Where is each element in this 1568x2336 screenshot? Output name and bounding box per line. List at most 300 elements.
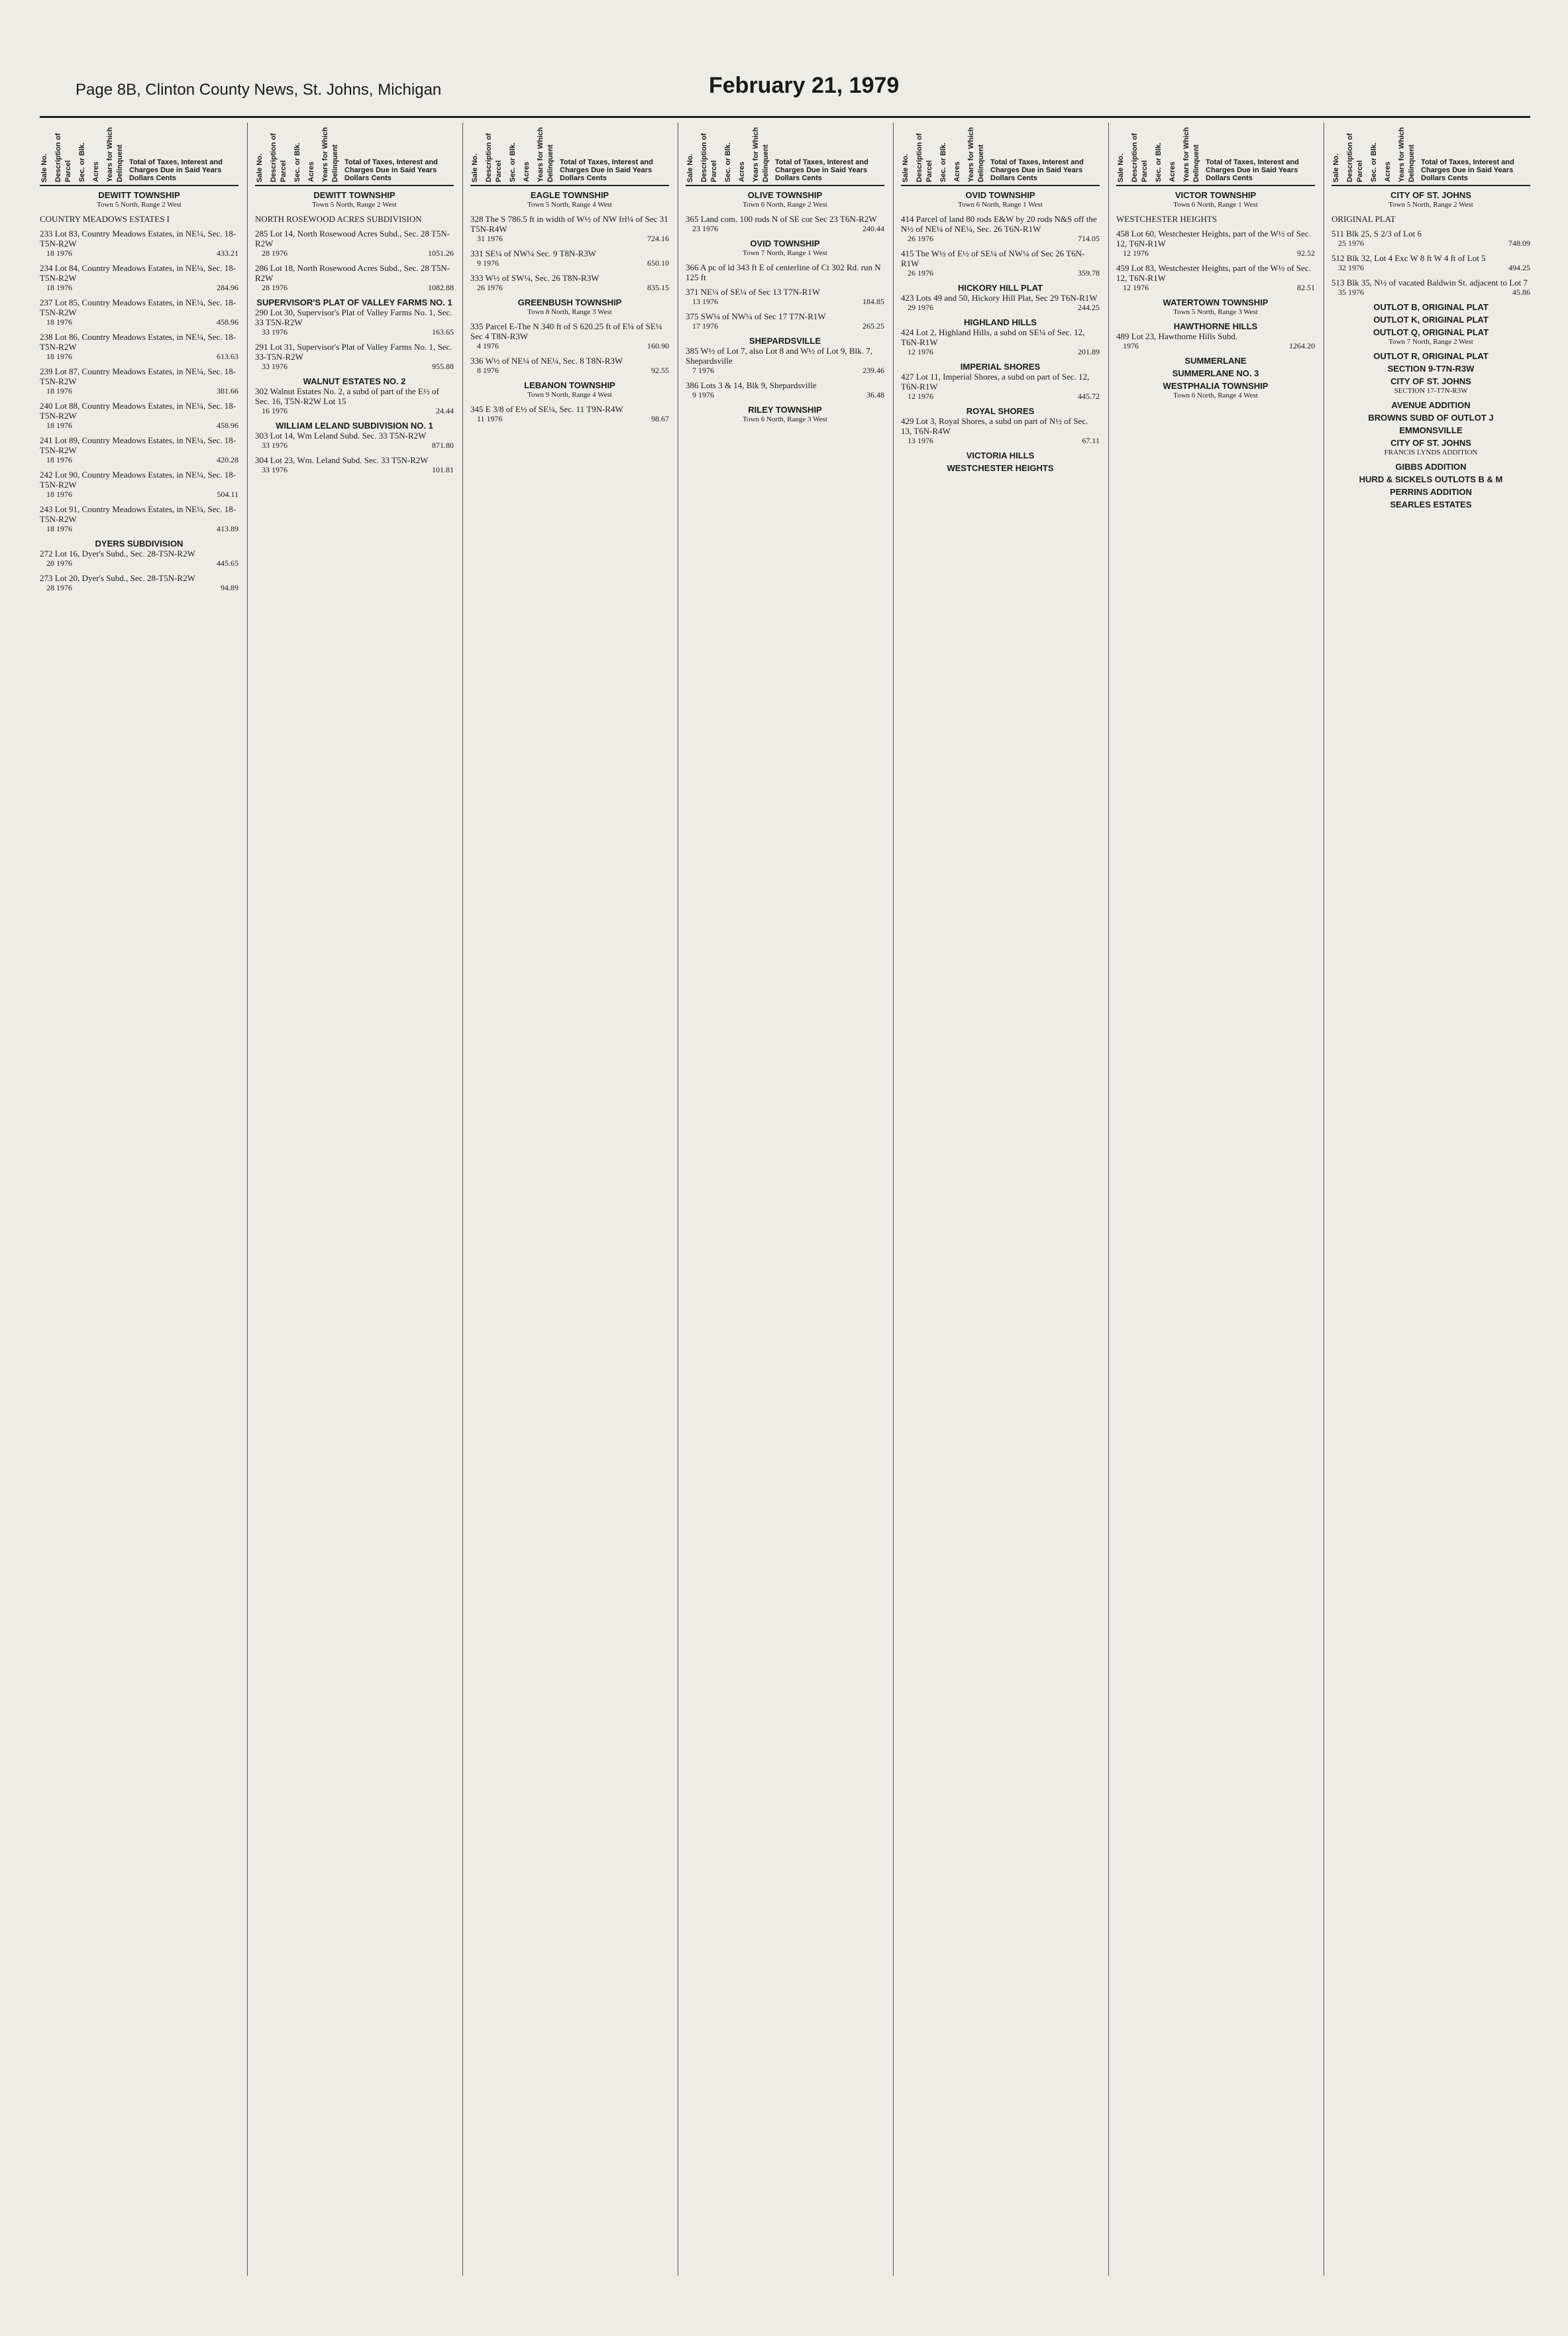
parcel-description: 303 Lot 14, Wm Leland Subd. Sec. 33 T5N-R2W (255, 431, 427, 441)
column-headings (901, 123, 1100, 186)
parcel-entry (255, 214, 454, 224)
section-subtitle: FRANCIS LYNDS ADDITION (1384, 449, 1478, 456)
section-subtitle: Town 5 North, Range 2 West (1388, 201, 1473, 209)
parcel-description: 335 Parcel E-The N 340 ft of S 620.25 ft of E¼ of SE¼ Sec 4 T8N-R3W (470, 321, 662, 341)
column-divider (1108, 123, 1109, 2276)
parcel-section-year: 17 1976 (692, 321, 718, 331)
parcel-section-year: 26 1976 (908, 268, 933, 278)
parcel-description: 458 Lot 60, Westchester Heights, part of the W½ of Sec. 12, T6N-R1W (1116, 229, 1311, 248)
parcel-section-year: 26 1976 (908, 234, 933, 243)
parcel-total-due: 1264.20 (1289, 341, 1315, 350)
parcel-description: 459 Lot 83, Westchester Heights, part of the W½ of Sec. 12, T6N-R1W (1116, 263, 1311, 283)
section-title: OUTLOT R, ORIGINAL PLAT (1373, 351, 1489, 361)
parcel-description: 386 Lots 3 & 14, Blk 9, Shepardsville (686, 380, 817, 390)
section-title: OLIVE TOWNSHIP (747, 190, 823, 200)
parcel-total-due: 184.85 (862, 297, 884, 306)
parcel-entry (686, 346, 884, 376)
column-headings (1332, 123, 1530, 186)
parcel-amount-row (255, 248, 454, 258)
parcel-description: NORTH ROSEWOOD ACRES SUBDIVISION (255, 214, 422, 224)
column-headings (686, 123, 884, 186)
heading-acres: Acres (92, 162, 100, 182)
parcel-entry (470, 321, 669, 351)
parcel-section-year: 28 1976 (262, 283, 287, 292)
section-title: CITY OF ST. JOHNS (1390, 438, 1471, 448)
section-title: HICKORY HILL PLAT (957, 283, 1043, 293)
parcel-amount-row (470, 366, 669, 376)
parcel-section-year: 28 1976 (46, 558, 72, 568)
heading-years: Years for Which Delinquent (106, 127, 124, 182)
parcel-description: WESTCHESTER HEIGHTS (1116, 214, 1218, 224)
parcel-section-year: 12 1976 (908, 392, 933, 401)
parcel-amount-row (255, 362, 454, 372)
parcel-amount-row (255, 465, 454, 475)
heading-sale-no: Sale No. (1332, 153, 1340, 182)
heading-acres: Acres (307, 162, 315, 182)
parcel-section-year: 28 1976 (46, 583, 72, 592)
parcel-entry (1116, 331, 1315, 351)
parcel-entry (901, 327, 1100, 357)
parcel-section-year: 9 1976 (477, 258, 499, 268)
parcel-amount-row (40, 317, 238, 327)
parcel-entry (1332, 253, 1530, 273)
parcel-section-year: 12 1976 (1123, 283, 1149, 292)
section-title: VICTORIA HILLS (966, 451, 1035, 460)
section-subtitle: Town 5 North, Range 2 West (97, 201, 182, 209)
parcel-description: 414 Parcel of land 80 rods E&W by 20 rods N&S off the N½ of NE¼ of NE¼, Sec. 26 T6N-R1W (901, 214, 1097, 234)
parcel-description: 328 The S 786.5 ft in width of W½ of NW frl¼ of Sec 31 T5N-R4W (470, 214, 668, 234)
section-title: HURD & SICKELS OUTLOTS B & M (1359, 474, 1503, 484)
parcel-entry (470, 214, 669, 244)
parcel-description: 366 A pc of ld 343 ft E of centerline of Ct 302 Rd. run N 125 ft (686, 262, 881, 282)
parcel-description: 336 W½ of NE¼ of NE¼, Sec. 8 T8N-R3W (470, 356, 623, 366)
parcel-amount-row (1116, 248, 1315, 258)
section-title: OUTLOT K, ORIGINAL PLAT (1373, 315, 1489, 325)
heading-section: Sec. or Blk. (1155, 142, 1163, 182)
parcel-entry (255, 342, 454, 372)
section-title: SEARLES ESTATES (1390, 500, 1472, 509)
section-title: SECTION 9-T7N-R3W (1387, 364, 1475, 374)
heading-years: Years for Which Delinquent (752, 127, 770, 182)
parcel-amount-row (40, 248, 238, 258)
parcel-entry (901, 416, 1100, 446)
parcel-amount-row (1332, 263, 1530, 273)
parcel-amount-row (686, 366, 884, 376)
heading-acres: Acres (738, 162, 746, 182)
parcel-section-year: 9 1976 (692, 390, 714, 399)
column-5 (901, 123, 1100, 2276)
parcel-description: 513 Blk 35, N½ of vacated Baldwin St. adjacent to Lot 7 (1332, 278, 1528, 288)
parcel-entry (40, 470, 238, 500)
parcel-section-year: 33 1976 (262, 362, 287, 371)
parcel-amount-row (470, 234, 669, 244)
parcel-entry (686, 214, 884, 234)
section-title: AVENUE ADDITION (1391, 400, 1471, 410)
column-headings (1116, 123, 1315, 186)
section-title: SUMMERLANE (1184, 356, 1247, 366)
parcel-amount-row (901, 234, 1100, 244)
parcel-description: 375 SW¼ of NW¼ of Sec 17 T7N-R1W (686, 311, 826, 321)
heading-section: Sec. or Blk. (724, 142, 732, 182)
parcel-total-due: 240.44 (862, 224, 884, 233)
parcel-entry (255, 431, 454, 451)
column-headings (40, 123, 238, 186)
parcel-description: COUNTRY MEADOWS ESTATES I (40, 214, 170, 224)
parcel-total-due: 92.52 (1297, 248, 1315, 258)
section-title: VICTOR TOWNSHIP (1175, 190, 1257, 200)
legal-notice-columns (40, 123, 1530, 2276)
parcel-total-due: 458.96 (217, 421, 238, 430)
parcel-description: 239 Lot 87, Country Meadows Estates, in NE¼, Sec. 18-T5N-R2W (40, 366, 236, 386)
parcel-entry (901, 372, 1100, 401)
parcel-description: 371 NE¼ of SE¼ of Sec 13 T7N-R1W (686, 287, 821, 297)
parcel-section-year: 11 1976 (477, 414, 503, 423)
section-title: OVID TOWNSHIP (750, 239, 820, 248)
parcel-entry (686, 262, 884, 282)
heading-section: Sec. or Blk. (293, 142, 301, 182)
parcel-amount-row (40, 524, 238, 534)
section-title: DEWITT TOWNSHIP (98, 190, 180, 200)
parcel-section-year: 8 1976 (477, 366, 499, 375)
parcel-total-due: 24.44 (436, 406, 454, 415)
parcel-description: 290 Lot 30, Supervisor's Plat of Valley Farms No. 1, Sec. 33 T5N-R2W (255, 307, 452, 327)
parcel-section-year: 25 1976 (1338, 239, 1364, 248)
section-title: PERRINS ADDITION (1390, 487, 1472, 497)
parcel-amount-row (40, 558, 238, 568)
parcel-entry (40, 435, 238, 465)
parcel-entry (255, 263, 454, 293)
parcel-amount-row (901, 268, 1100, 278)
section-title: WATERTOWN TOWNSHIP (1163, 297, 1269, 307)
heading-total: Total of Taxes, Interest and Charges Due in Said Years Dollars Cents (129, 158, 223, 182)
parcel-section-year: 33 1976 (262, 465, 287, 474)
parcel-entry (40, 263, 238, 293)
parcel-section-year: 31 1976 (477, 234, 503, 243)
parcel-section-year: 18 1976 (46, 248, 72, 258)
parcel-amount-row (1332, 239, 1530, 248)
parcel-amount-row (686, 224, 884, 234)
heading-description: Description of Parcel (1346, 133, 1364, 182)
section-title: HIGHLAND HILLS (964, 317, 1037, 327)
parcel-total-due: 613.63 (217, 352, 238, 361)
heading-years: Years for Which Delinquent (321, 127, 339, 182)
parcel-total-due: 98.67 (651, 414, 669, 423)
column-3 (470, 123, 669, 2276)
parcel-section-year: 13 1976 (908, 436, 933, 445)
parcel-amount-row (901, 436, 1100, 446)
parcel-total-due: 433.21 (217, 248, 238, 258)
parcel-amount-row (901, 303, 1100, 313)
parcel-total-due: 504.11 (217, 490, 238, 499)
parcel-description: 333 W½ of SW¼, Sec. 26 T8N-R3W (470, 273, 600, 283)
parcel-entry (686, 380, 884, 400)
parcel-total-due: 650.10 (647, 258, 669, 268)
parcel-section-year: 32 1976 (1338, 263, 1364, 272)
parcel-entry (1116, 263, 1315, 293)
parcel-entry (1332, 278, 1530, 297)
column-2 (255, 123, 454, 2276)
parcel-amount-row (40, 283, 238, 293)
parcel-section-year: 7 1976 (692, 366, 714, 375)
section-title: IMPERIAL SHORES (960, 362, 1041, 372)
heading-years: Years for Which Delinquent (1182, 127, 1200, 182)
heading-sale-no: Sale No. (471, 153, 479, 182)
parcel-entry (40, 332, 238, 362)
parcel-entry (901, 293, 1100, 313)
section-title: SHEPARDSVILLE (749, 336, 821, 346)
heading-section: Sec. or Blk. (509, 142, 517, 182)
parcel-section-year: 18 1976 (46, 386, 72, 396)
parcel-section-year: 18 1976 (46, 421, 72, 430)
parcel-total-due: 714.05 (1078, 234, 1100, 243)
parcel-total-due: 36.48 (866, 390, 884, 399)
parcel-entry (40, 573, 238, 593)
parcel-description: 489 Lot 23, Hawthorne Hills Subd. (1116, 331, 1238, 341)
parcel-entry (40, 401, 238, 431)
parcel-description: 365 Land com. 100 rods N of SE cor Sec 23 T6N-R2W (686, 214, 877, 224)
heading-total: Total of Taxes, Interest and Charges Due in Said Years Dollars Cents (775, 158, 868, 182)
parcel-amount-row (255, 441, 454, 451)
parcel-total-due: 82.51 (1297, 283, 1315, 292)
parcel-section-year: 13 1976 (692, 297, 718, 306)
parcel-description: 237 Lot 85, Country Meadows Estates, in NE¼, Sec. 18-T5N-R2W (40, 297, 236, 317)
heading-section: Sec. or Blk. (78, 142, 86, 182)
section-title: ROYAL SHORES (966, 406, 1035, 416)
parcel-description: 234 Lot 84, Country Meadows Estates, in NE¼, Sec. 18-T5N-R2W (40, 263, 236, 283)
section-subtitle: Town 6 North, Range 1 West (958, 201, 1043, 209)
section-title: EAGLE TOWNSHIP (530, 190, 609, 200)
section-title: SUMMERLANE NO. 3 (1172, 368, 1259, 378)
parcel-total-due: 94.89 (221, 583, 238, 592)
parcel-amount-row (686, 390, 884, 400)
parcel-entry (255, 455, 454, 475)
parcel-amount-row (1332, 288, 1530, 297)
parcel-total-due: 955.88 (432, 362, 454, 371)
column-1 (40, 123, 238, 2276)
parcel-amount-row (1116, 341, 1315, 351)
parcel-description: 512 Blk 32, Lot 4 Exc W 8 ft W 4 ft of Lot 5 (1332, 253, 1486, 263)
column-divider (247, 123, 248, 2276)
parcel-entry (470, 273, 669, 293)
parcel-amount-row (255, 283, 454, 293)
heading-sale-no: Sale No. (1117, 153, 1125, 182)
parcel-description: 427 Lot 11, Imperial Shores, a subd on part of Sec. 12, T6N-R1W (901, 372, 1090, 392)
parcel-description: 243 Lot 91, Country Meadows Estates, in NE¼, Sec. 18-T5N-R2W (40, 504, 236, 524)
parcel-section-year: 33 1976 (262, 441, 287, 450)
heading-description: Description of Parcel (270, 133, 287, 182)
parcel-section-year: 33 1976 (262, 327, 287, 337)
column-4 (686, 123, 884, 2276)
section-title: OUTLOT B, ORIGINAL PLAT (1373, 302, 1489, 312)
section-subtitle: SECTION 17-T7N-R3W (1394, 387, 1468, 395)
heading-description: Description of Parcel (915, 133, 933, 182)
column-divider (462, 123, 463, 2276)
heading-total: Total of Taxes, Interest and Charges Due in Said Years Dollars Cents (990, 158, 1084, 182)
parcel-amount-row (40, 386, 238, 396)
heading-years: Years for Which Delinquent (537, 127, 554, 182)
parcel-description: 286 Lot 18, North Rosewood Acres Subd., Sec. 28 T5N-R2W (255, 263, 450, 283)
parcel-entry (40, 504, 238, 534)
section-title: HAWTHORNE HILLS (1173, 321, 1258, 331)
parcel-section-year: 16 1976 (262, 406, 287, 415)
parcel-amount-row (1116, 283, 1315, 293)
parcel-total-due: 244.25 (1078, 303, 1100, 312)
heading-sale-no: Sale No. (256, 153, 264, 182)
parcel-amount-row (255, 327, 454, 337)
section-title: OVID TOWNSHIP (965, 190, 1035, 200)
section-title: CITY OF ST. JOHNS (1390, 376, 1471, 386)
heading-acres: Acres (1169, 162, 1176, 182)
parcel-total-due: 724.16 (647, 234, 669, 243)
parcel-entry (470, 404, 669, 424)
parcel-total-due: 265.25 (862, 321, 884, 331)
parcel-total-due: 458.96 (217, 317, 238, 327)
section-title: SUPERVISOR'S PLAT OF VALLEY FARMS NO. 1 (256, 297, 452, 307)
section-title: WILLIAM LELAND SUBDIVISION NO. 1 (276, 421, 433, 431)
parcel-entry (255, 229, 454, 258)
section-subtitle: Town 6 North, Range 2 West (743, 201, 827, 209)
parcel-total-due: 45.86 (1512, 288, 1530, 297)
parcel-total-due: 163.65 (432, 327, 454, 337)
parcel-description: 302 Walnut Estates No. 2, a subd of part of the E½ of Sec. 16, T5N-R2W Lot 15 (255, 386, 439, 406)
parcel-entry (1332, 214, 1530, 224)
parcel-amount-row (40, 421, 238, 431)
column-7 (1332, 123, 1530, 2276)
parcel-section-year: 12 1976 (908, 347, 933, 356)
section-subtitle: Town 6 North, Range 4 West (1173, 392, 1258, 399)
parcel-total-due: 748.09 (1508, 239, 1530, 248)
heading-total: Total of Taxes, Interest and Charges Due in Said Years Dollars Cents (560, 158, 653, 182)
parcel-description: 238 Lot 86, Country Meadows Estates, in NE¼, Sec. 18-T5N-R2W (40, 332, 236, 352)
parcel-section-year: 18 1976 (46, 352, 72, 361)
parcel-entry (1332, 229, 1530, 248)
parcel-description: 345 E 3/8 of E½ of SE¼, Sec. 11 T9N-R4W (470, 404, 623, 414)
parcel-description: 423 Lots 49 and 50, Hickory Hill Plat, Sec 29 T6N-R1W (901, 293, 1098, 303)
parcel-section-year: 18 1976 (46, 455, 72, 464)
parcel-section-year: 18 1976 (46, 283, 72, 292)
parcel-entry (1116, 229, 1315, 258)
parcel-amount-row (255, 406, 454, 416)
header-rule (40, 116, 1530, 118)
parcel-entry (686, 287, 884, 307)
parcel-amount-row (470, 258, 669, 268)
section-title: RILEY TOWNSHIP (748, 405, 822, 415)
parcel-total-due: 835.15 (647, 283, 669, 292)
parcel-entry (40, 366, 238, 396)
parcel-description: 242 Lot 90, Country Meadows Estates, in NE¼, Sec. 18-T5N-R2W (40, 470, 236, 490)
heading-acres: Acres (953, 162, 961, 182)
parcel-entry (40, 214, 238, 224)
section-title: WALNUT ESTATES NO. 2 (303, 376, 406, 386)
parcel-section-year: 35 1976 (1338, 288, 1364, 297)
section-subtitle: Town 7 North, Range 1 West (743, 249, 827, 257)
parcel-entry (901, 214, 1100, 244)
section-subtitle: Town 6 North, Range 1 West (1173, 201, 1258, 209)
parcel-entry (40, 549, 238, 568)
column-headings (470, 123, 669, 186)
parcel-total-due: 239.46 (862, 366, 884, 375)
parcel-entry (255, 307, 454, 337)
section-title: DYERS SUBDIVISION (95, 539, 183, 549)
parcel-amount-row (40, 490, 238, 500)
section-title: OUTLOT Q, ORIGINAL PLAT (1373, 327, 1489, 337)
parcel-section-year: 1976 (1123, 341, 1139, 350)
heading-total: Total of Taxes, Interest and Charges Due in Said Years Dollars Cents (1421, 158, 1514, 182)
heading-sale-no: Sale No. (902, 153, 910, 182)
section-title: EMMONSVILLE (1399, 425, 1463, 435)
parcel-total-due: 381.66 (217, 386, 238, 396)
section-title: WESTCHESTER HEIGHTS (947, 463, 1054, 473)
heading-years: Years for Which Delinquent (1398, 127, 1416, 182)
parcel-entry (40, 229, 238, 258)
section-title: GREENBUSH TOWNSHIP (517, 297, 622, 307)
section-title: GIBBS ADDITION (1395, 462, 1467, 472)
parcel-description: 285 Lot 14, North Rosewood Acres Subd., Sec. 28 T5N-R2W (255, 229, 450, 248)
section-title: BROWNS SUBD OF OUTLOT J (1368, 413, 1494, 423)
parcel-section-year: 18 1976 (46, 524, 72, 533)
parcel-entry (470, 356, 669, 376)
parcel-description: 511 Blk 25, S 2/3 of Lot 6 (1332, 229, 1422, 239)
parcel-description: 240 Lot 88, Country Meadows Estates, in NE¼, Sec. 18-T5N-R2W (40, 401, 236, 421)
parcel-amount-row (470, 341, 669, 351)
parcel-description: 424 Lot 2, Highland Hills, a subd on SE¼ of Sec. 12, T6N-R1W (901, 327, 1085, 347)
parcel-section-year: 18 1976 (46, 490, 72, 499)
parcel-entry (1116, 214, 1315, 224)
parcel-section-year: 12 1976 (1123, 248, 1149, 258)
parcel-total-due: 284.96 (217, 283, 238, 292)
parcel-amount-row (470, 414, 669, 424)
page-header (40, 73, 1530, 113)
heading-total: Total of Taxes, Interest and Charges Due in Said Years Dollars Cents (344, 158, 438, 182)
parcel-total-due: 1051.26 (428, 248, 454, 258)
parcel-amount-row (686, 321, 884, 331)
parcel-amount-row (901, 347, 1100, 357)
column-headings (255, 123, 454, 186)
parcel-total-due: 413.89 (217, 524, 238, 533)
column-6 (1116, 123, 1315, 2276)
parcel-entry (40, 297, 238, 327)
parcel-description: 331 SE¼ of NW¼ Sec. 9 T8N-R3W (470, 248, 597, 258)
parcel-description: 415 The W½ of E½ of SE¼ of NW¼ of Sec 26 T6N-R1W (901, 248, 1085, 268)
parcel-total-due: 201.89 (1078, 347, 1100, 356)
parcel-total-due: 92.55 (651, 366, 669, 375)
heading-total: Total of Taxes, Interest and Charges Due in Said Years Dollars Cents (1206, 158, 1299, 182)
parcel-amount-row (901, 392, 1100, 401)
parcel-section-year: 23 1976 (692, 224, 718, 233)
section-title: LEBANON TOWNSHIP (524, 380, 615, 390)
parcel-amount-row (40, 583, 238, 593)
parcel-section-year: 29 1976 (908, 303, 933, 312)
heading-sale-no: Sale No. (40, 153, 48, 182)
heading-description: Description of Parcel (1131, 133, 1149, 182)
parcel-section-year: 18 1976 (46, 317, 72, 327)
heading-description: Description of Parcel (485, 133, 503, 182)
heading-sale-no: Sale No. (686, 153, 694, 182)
parcel-amount-row (470, 283, 669, 293)
heading-description: Description of Parcel (54, 133, 72, 182)
parcel-description: 291 Lot 31, Supervisor's Plat of Valley Farms No. 1, Sec. 33-T5N-R2W (255, 342, 452, 362)
parcel-description: 272 Lot 16, Dyer's Subd., Sec. 28-T5N-R2W (40, 549, 195, 558)
section-subtitle: Town 9 North, Range 4 West (527, 391, 612, 399)
parcel-description: 304 Lot 23, Wm. Leland Subd. Sec. 33 T5N-R2W (255, 455, 429, 465)
parcel-total-due: 445.65 (217, 558, 238, 568)
section-subtitle: Town 8 North, Range 3 West (527, 308, 612, 316)
parcel-entry (255, 386, 454, 416)
parcel-description: ORIGINAL PLAT (1332, 214, 1396, 224)
parcel-description: 429 Lot 3, Royal Shores, a subd on part of N½ of Sec. 13, T6N-R4W (901, 416, 1088, 436)
heading-description: Description of Parcel (700, 133, 718, 182)
parcel-total-due: 1082.88 (428, 283, 454, 292)
